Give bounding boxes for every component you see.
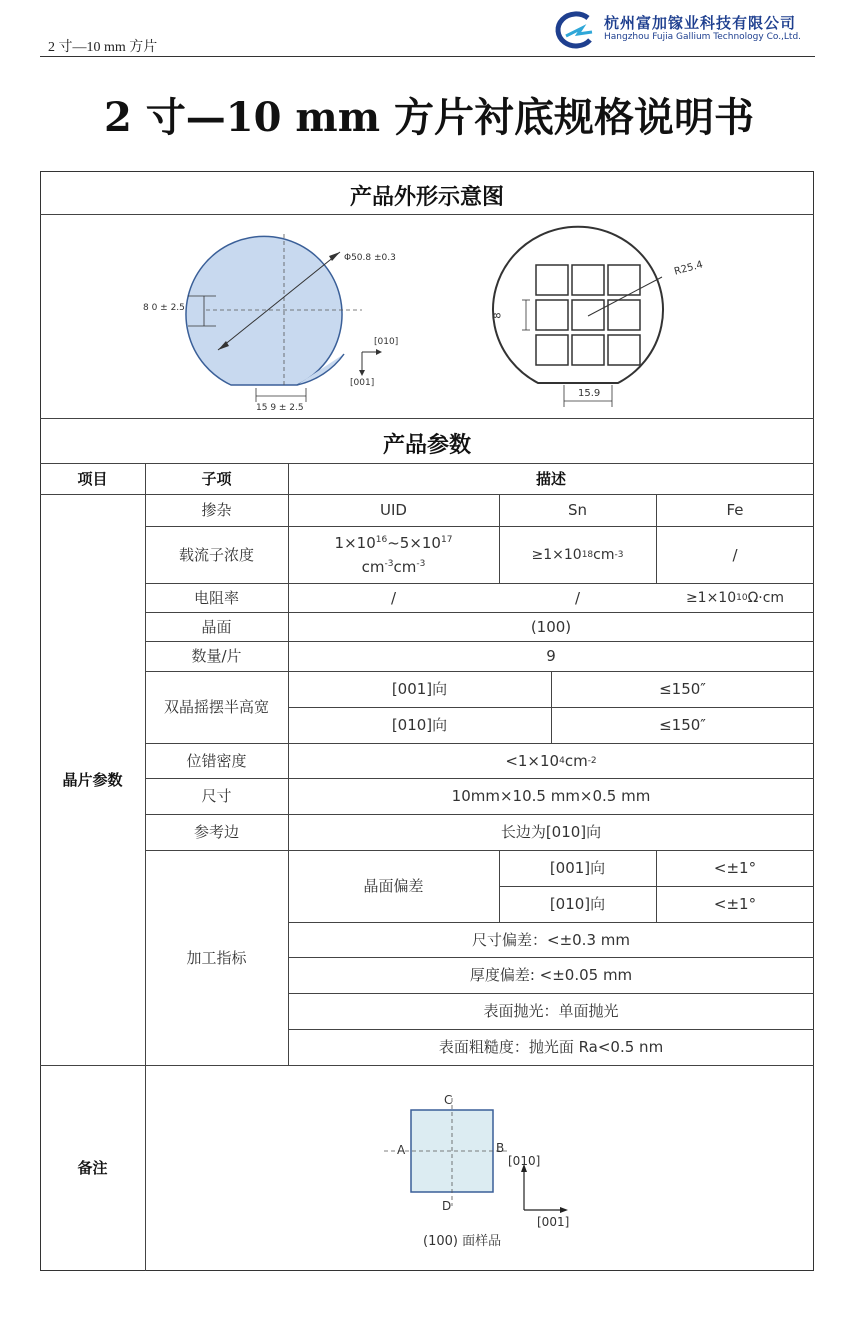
company-name-en: Hangzhou Fujia Gallium Technology Co.,Ltd. [604,32,802,42]
sample-diagram [370,1090,580,1230]
divider [40,1065,814,1066]
point-b: B [496,1141,505,1155]
divider [40,214,814,215]
face-dev-r2-val: <±1° [713,895,757,913]
col-head-desc: 描述 [535,470,566,488]
diameter-label: Φ50.8 ±0.3 [344,253,396,263]
ref-edge-label: 参考边 [193,823,239,841]
point-d: D [442,1199,452,1213]
dir-010-label: [010] [374,337,399,347]
sample-caption: (100) 面样品 [423,1234,502,1249]
resistivity-label: 电阻率 [193,588,239,607]
resistivity-sn: / [574,588,581,607]
carrier-uid: $1\times 10^{16}\sim 5\times 10^{17}$ $cm^{-3}cm^{-3}$ [334,533,453,576]
sample-dir-001: [001] [537,1215,570,1229]
quantity-value: 9 [546,647,556,665]
remarks-label: 备注 [77,1159,108,1177]
point-c: C [444,1093,453,1107]
divider [40,418,814,419]
wafer-diagram [140,220,420,416]
radius-label: R25.4 [673,259,705,278]
carrier-label: 载流子浓度 [178,545,254,564]
crystal-face-value: (100) [530,617,572,636]
dislocation-value: <1×10 4 cm -2 [505,751,597,770]
width-label: 15.9 [578,388,601,399]
company-name-cn: 杭州富加镓业科技有限公司 [604,14,797,32]
surface-roughness: 表面粗糙度：抛光面 Ra<0.5 nm [438,1038,664,1056]
doc-label: 2 寸—10 mm 方片 [48,40,158,55]
doping-sn: Sn [567,501,588,519]
point-a: A [397,1143,406,1157]
crystal-face-label: 晶面 [201,617,232,636]
face-dev-r1-dir: [001]向 [549,859,606,877]
rocking-r2-dir: [010]向 [391,716,448,734]
rocking-r1-dir: [001]向 [391,680,448,698]
processing-label: 加工指标 [186,948,247,967]
diagram-section-title: 产品外形示意图 [349,185,504,210]
ref-edge-value: 长边为[010]向 [500,823,602,841]
header-divider [40,56,815,57]
side-8-label: 8 [492,312,504,319]
rocking-r1-val: ≤150″ [659,680,706,698]
carrier-fe: / [732,545,738,564]
size-value: 10mm×10.5 mm×0.5 mm [451,787,651,805]
page-title: 2 寸—10 mm 方片衬底规格说明书 [104,94,754,141]
doping-label: 掺杂 [201,501,232,519]
doping-uid: UID [380,501,407,519]
size-label: 尺寸 [201,787,232,805]
params-section-title: 产品参数 [382,433,471,458]
logo-icon [548,10,600,50]
rocking-r2-val: ≤150″ [659,716,706,734]
rocking-label: 双晶摇摆半高宽 [163,698,269,716]
resistivity-uid: / [390,588,397,607]
quantity-label: 数量/片 [191,647,242,665]
resistivity-fe: ≥1×10 10 Ω·cm [685,589,785,606]
doping-fe: Fe [726,501,744,519]
sample-dir-010: [010] [508,1154,541,1168]
wafer-circle [186,236,342,385]
size-deviation: 尺寸偏差：<±0.3 mm [472,930,630,949]
dir-001-label: [001] [350,378,375,388]
company-logo [548,8,808,52]
col-head-item: 项目 [77,470,108,488]
flat-short-label: 8 0 ± 2.5 [143,303,185,313]
col-head-subitem: 子项 [201,470,232,488]
surface-polish: 表面抛光：单面抛光 [483,1002,619,1020]
flat-long-label: 15 9 ± 2.5 [256,403,304,413]
face-dev-r1-val: <±1° [713,859,757,877]
dislocation-label: 位错密度 [186,751,247,770]
thickness-deviation: 厚度偏差: <±0.05 mm [469,966,633,984]
face-dev-r2-dir: [010]向 [549,895,606,913]
face-dev-label: 晶面偏差 [363,877,424,895]
cut-layout-diagram [490,225,710,415]
group-wafer-params: 晶片参数 [62,770,123,789]
carrier-sn: ≥1×10 18 cm -3 [531,546,624,563]
